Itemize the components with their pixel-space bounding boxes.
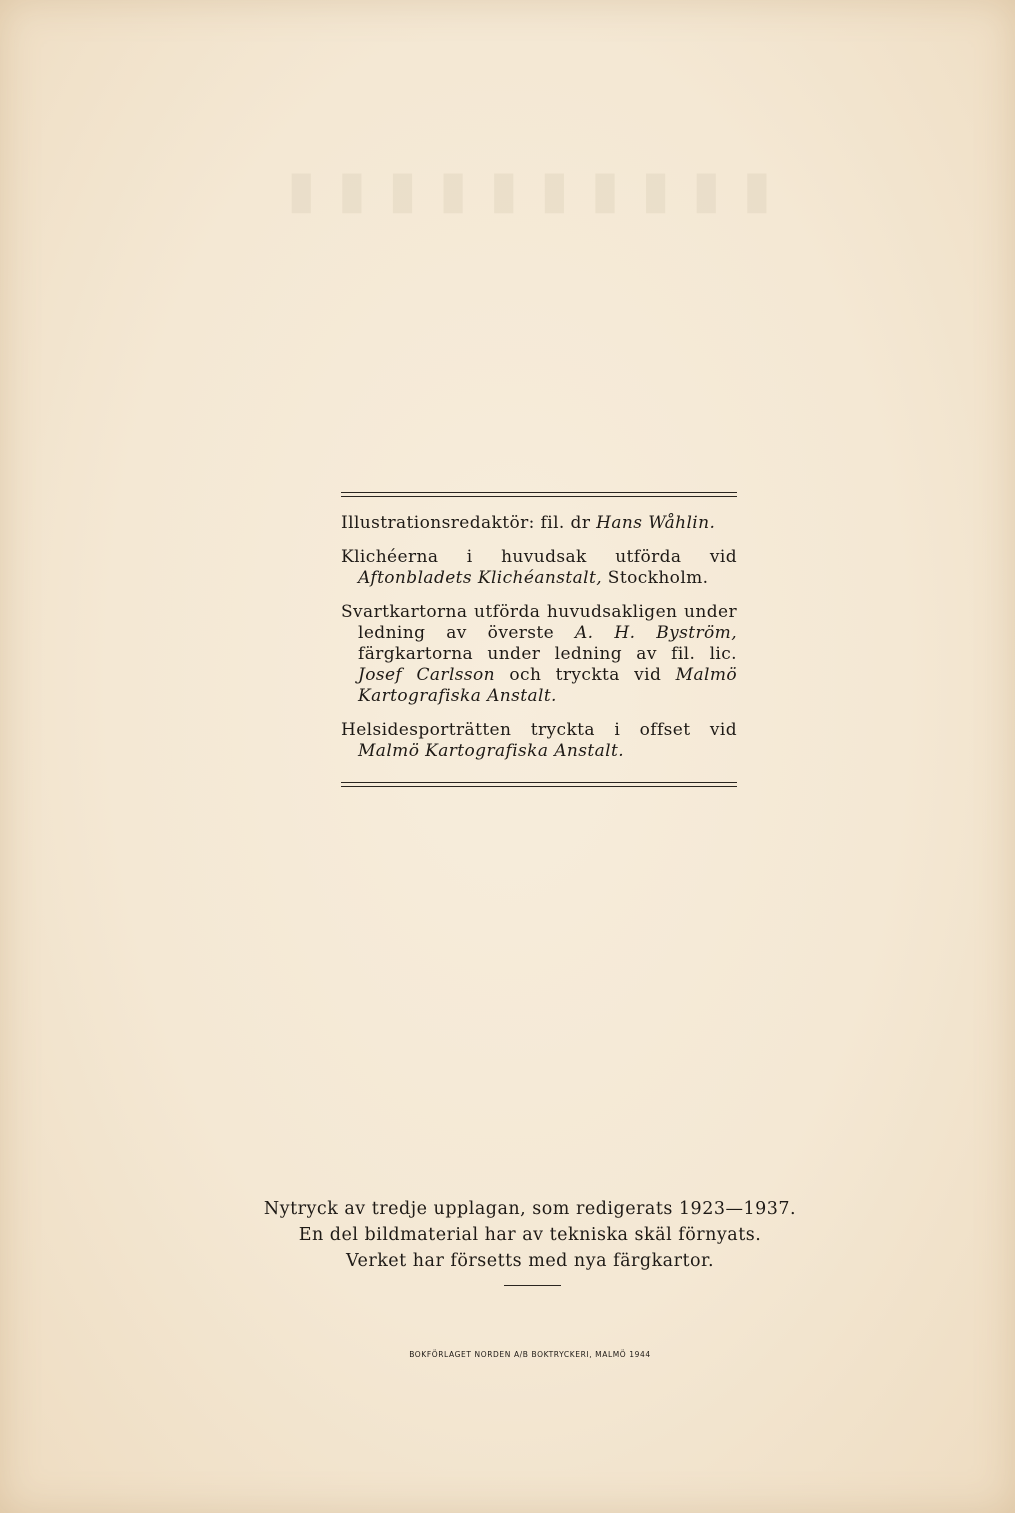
maps-credit xyxy=(341,602,737,707)
top-double-rule xyxy=(341,492,737,497)
credit-name: Hans Wåhlin. xyxy=(596,513,716,533)
reprint-line-1: Nytryck av tredje upplagan, som redigerats 1923—1937. xyxy=(263,1199,797,1219)
reprint-note xyxy=(250,1196,810,1274)
credit-text: färgkartorna under ledning av fil. lic. xyxy=(358,644,737,664)
credit-text: Stockholm. xyxy=(602,568,709,588)
credit-name: Malmö Kartografiska Anstalt. xyxy=(358,665,737,706)
credit-name: Malmö Kartografiska Anstalt. xyxy=(358,741,624,761)
reprint-line-3: Verket har försetts med nya färgkartor. xyxy=(345,1251,715,1271)
credits-block xyxy=(341,492,737,787)
portraits-credit xyxy=(341,720,737,762)
credit-text: Helsidesporträtten tryckta i offset vid xyxy=(341,720,737,740)
cliche-credit xyxy=(341,547,737,589)
short-rule xyxy=(504,1285,561,1286)
show-through-shadow: ▮▮▮▮▮▮▮▮▮▮ xyxy=(286,160,794,220)
credit-text: Svartkartorna utförda huvudsakligen under ledning av överste xyxy=(341,602,737,643)
reprint-line-2: En del bildmaterial har av tekniska skäl förnyats. xyxy=(298,1225,762,1245)
printer-imprint: BOKFÖRLAGET NORDEN A/B BOKTRYCKERI, MALMÖ 1944 xyxy=(409,1350,651,1359)
credit-text: Klichéerna i huvudsak utförda vid xyxy=(341,547,737,567)
credit-text: och tryckta vid xyxy=(495,665,676,685)
bottom-double-rule xyxy=(341,782,737,787)
credit-name: Josef Carlsson xyxy=(358,665,496,685)
credit-name: A. H. Byström, xyxy=(575,623,737,643)
illustration-editor-credit xyxy=(341,513,737,534)
credit-text: Illustrationsredaktör: fil. dr xyxy=(341,513,597,533)
credit-name: Aftonbladets Klichéanstalt, xyxy=(358,568,602,588)
